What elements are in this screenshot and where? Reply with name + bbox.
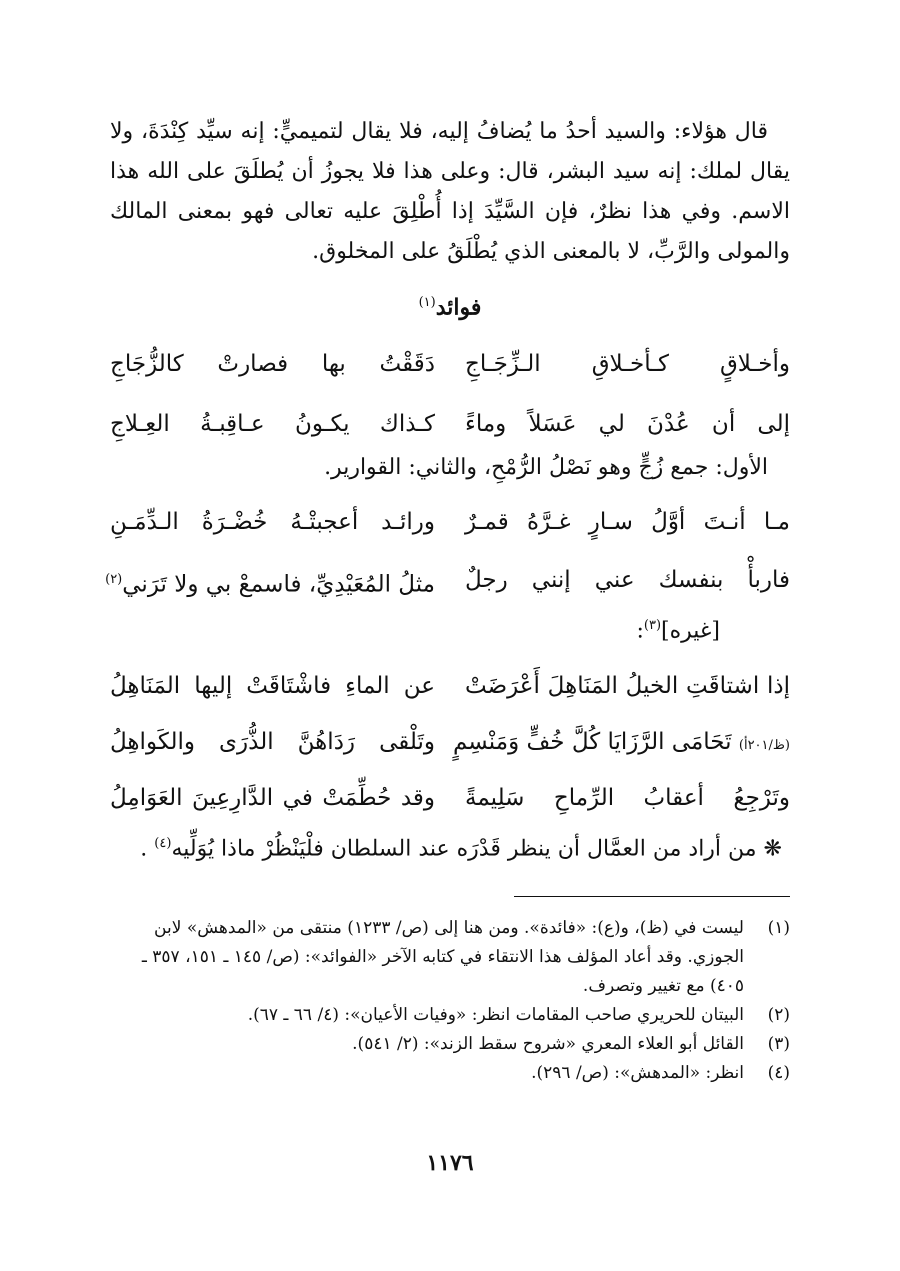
page-number: ١١٧٦ [426,1150,474,1176]
footnote [110,1030,790,1059]
saying-end: . [140,836,155,862]
footnote [110,1059,790,1088]
verse-second-hemistich: كـذاك يكـونُ عـاقِبـةُ العِـلاجِ [110,411,435,437]
footnote-text: القائل أبو العلاء المعري «شروح سقط الزند»: (٢/ ٥٤١). [352,1034,744,1054]
footnote-marker: (٤) [154,836,172,851]
attribution-label: [غيره] [661,618,720,644]
section-heading [110,283,790,327]
attribution [636,606,790,651]
footnote-number: (١) [767,918,790,938]
verse-first-hemistich [452,718,790,770]
footnote [110,914,790,1001]
verse-line [110,718,790,766]
verse-line [110,340,790,388]
footnote-number: (٤) [767,1063,790,1083]
verse-second-hemistich: وتَلْقى رَدَاهُنَّ الذُّرَى والكَواهِلُ [110,729,435,755]
footnote-number: (٣) [767,1034,790,1054]
footnote [110,1001,790,1030]
attribution-line [110,606,790,651]
verse-first-hemistich: إلى أن عُدْنَ لي عَسَلاً وماءً [465,411,790,437]
heading-title: فوائد [435,294,482,321]
saying [140,824,790,869]
footnotes [110,914,790,1088]
verse-first-hemistich: وأخـلاقٍ كـأخـلاقِ الـزِّجَـاجِ [465,351,790,377]
footnote-text: البيتان للحريري صاحب المقامات انظر: «وفيات الأعيان»: (٤/ ٦٦ ـ ٦٧). [247,1005,744,1025]
paragraph-text: قال هؤلاء: والسيد أحدُ ما يُضافُ إليه، فلا يقال لتميميٍّ: إنه سيِّد كِنْدَةَ، ولا يقال لملك: إنه سيد البشر، قال: وعلى هذا فلا يجوزُ أن يُطلَقَ على الله هذا الاسم. وفي هذا نظرٌ، فإن السَّيِّدَ إذا أُطْلِقَ عليه تعالى فهو بمعنى المالك والمولى والرَّبِّ، لا بالمعنى الذي يُطْلَقُ على المخلوق. [110,119,790,264]
footnote-marker: (١) [418,295,436,310]
explanation-text: الأول: جمع زُجٍّ وهو نَصْلُ الرُّمْحِ، والثاني: القوارير. [324,455,768,480]
verse-second-hemistich: وقد حُطِّمَتْ في الدَّارِعِينَ العَوَامِلُ [110,785,435,811]
footnote-marker: (٢) [105,572,123,587]
verse-line [110,498,790,546]
verse-second-hemistich: دَقَقْتُ بها فصارتْ كالزُّجَاجِ [110,351,435,377]
verse-first-hemistich: فاربأْ بنفسك عني إنني رجلٌ [465,567,790,593]
footnote-text: ليست في (ظ)، و(ع): «فائدة». ومن هنا إلى (ص/ ١٢٣٣) منتقى من «المدهش» لابن الجوزي. وقد أعاد المؤلف هذا الانتقاء في كتابه الآخر «الفوائد»: (ص/ ١٤٥ ـ ١٥١، ٣٥٧ ـ ٤٠٥) مع تغيير وتصرف. [141,918,744,996]
footnote-text: انظر: «المدهش»: (ص/ ٢٩٦). [531,1063,744,1083]
hemistich-text: مثلُ المُعَيْدِيِّ، فاسمعْ بي ولا تَرَني [122,571,435,598]
verse-line [110,400,790,448]
saying-text: ❋ من أراد من العمَّال أن ينظر قَدْرَه عند السلطان فلْيَنْظُرْ ماذا يُوَلِّيه [171,836,782,862]
saying-line [110,824,790,869]
opening-paragraph [110,112,790,272]
verse-second-hemistich: ورائـد أعجبتْـهُ خُضْـرَةُ الـدِّمَـنِ [110,509,435,535]
verse-first-hemistich: وتَرْجِعُ أعقابُ الرِّماحِ سَلِيمةً [465,785,790,811]
manuscript-marginal-reference: (ظ/٢٠١أ) [738,738,790,753]
verse-second-hemistich [105,556,435,609]
footnote-number: (٢) [767,1005,790,1025]
verse-line [110,774,790,822]
footnote-marker: (٣) [643,618,662,633]
verse-second-hemistich: عن الماءِ فاشْتَاقَتْ إليها المَنَاهِلُ [110,673,435,699]
verse-line [110,662,790,710]
attribution-colon: : [636,618,644,644]
explanation-line [110,448,790,488]
verse-first-hemistich: إذا اشتاقَتِ الخيلُ المَنَاهِلَ أَعْرَضَتْ [465,673,790,699]
hemistich-text: تَحَامَى الرَّزَايَا كُلَّ خُفٍّ وَمَنْسِمٍ [452,729,732,755]
footnote-separator [514,896,790,897]
verse-line [105,556,790,604]
verse-first-hemistich: مـا أنـتَ أوَّلُ سـارٍ غـرَّهُ قمـرٌ [465,509,790,535]
